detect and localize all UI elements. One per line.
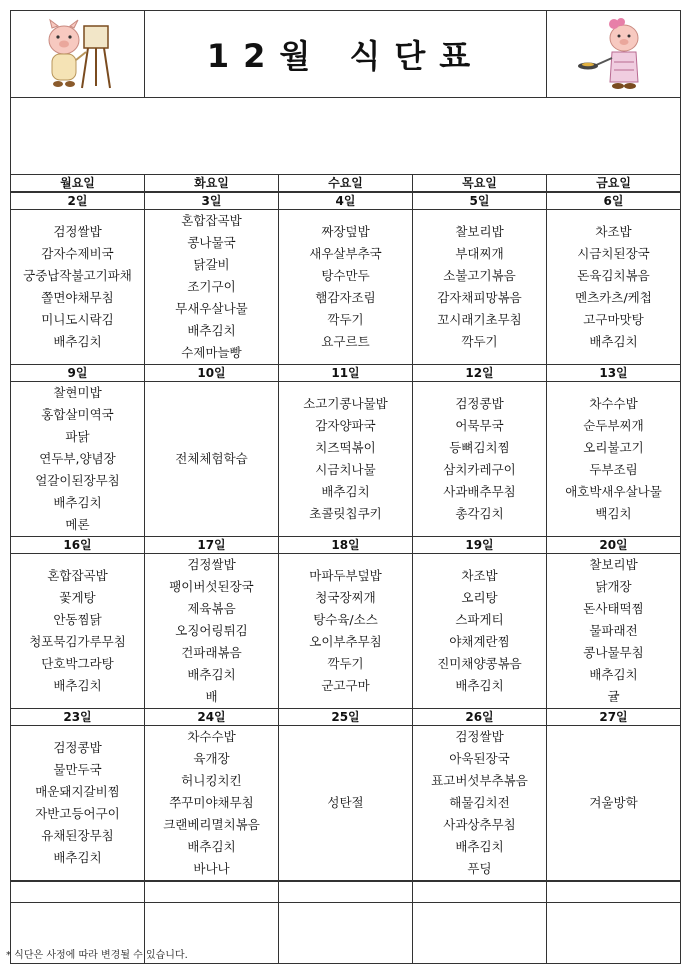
menu-list: [145, 554, 278, 708]
menu-item: 차조밥: [595, 224, 632, 239]
menu-item: 찰보리밥: [455, 224, 504, 239]
title-row: [11, 11, 681, 98]
date-cell: 2일: [11, 193, 145, 210]
menu-item: 검정쌀밥: [187, 557, 236, 572]
menu-item: 마파두부덮밥: [309, 568, 382, 583]
menu-item: 쭈꾸미야채무침: [169, 795, 254, 810]
menu-cell: [279, 382, 413, 537]
menu-item: 얼갈이된장무침: [35, 473, 120, 488]
menu-item: 두부조림: [589, 462, 638, 477]
weekday-header-row: [11, 175, 681, 192]
menu-item: 건파래볶음: [181, 645, 242, 660]
menu-list: [11, 565, 144, 697]
menu-item: 짜장덮밥: [321, 224, 370, 239]
menu-item: 제육볶음: [187, 601, 236, 616]
date-cell: 10일: [145, 365, 279, 382]
menu-item: 성탄절: [327, 795, 364, 810]
menu-item: 콩나물무침: [583, 645, 644, 660]
menu-item: 육개장: [193, 751, 230, 766]
menu-item: 배추김치: [321, 484, 370, 499]
date-cell: 18일: [279, 537, 413, 554]
date-cell: 20일: [547, 537, 681, 554]
weekday-header: 화요일: [145, 175, 279, 192]
menu-item: 바나나: [193, 861, 230, 876]
menu-cell: [547, 382, 681, 537]
date-row: [11, 709, 681, 726]
menu-item: 배추김치: [187, 323, 236, 338]
weekday-header: 목요일: [413, 175, 547, 192]
date-cell: 3일: [145, 193, 279, 210]
menu-cell: [547, 726, 681, 881]
date-cell: 6일: [547, 193, 681, 210]
date-cell: 11일: [279, 365, 413, 382]
menu-list: [413, 565, 546, 697]
chef-pig-cell: [547, 11, 681, 98]
menu-item: 차조밥: [461, 568, 498, 583]
menu-item: 소불고기볶음: [443, 268, 516, 283]
menu-item: 사과배추무침: [443, 484, 516, 499]
weekday-header: 월요일: [11, 175, 145, 192]
blank-row: [11, 98, 681, 175]
menu-item: 오이부추무침: [309, 634, 382, 649]
menu-cell: [11, 554, 145, 709]
menu-item: 진미채양콩볶음: [437, 656, 522, 671]
menu-item: 단호박그라탕: [41, 656, 114, 671]
menu-item: 유채된장무침: [41, 828, 114, 843]
menu-item: 꽃게탕: [59, 590, 96, 605]
menu-item: 야채계란찜: [449, 634, 510, 649]
menu-item: 감자채피망볶음: [437, 290, 522, 305]
menu-item: 등뼈김치찜: [449, 440, 510, 455]
menu-item: 검정콩밥: [53, 740, 102, 755]
menu-item: 미니도시락김: [41, 312, 114, 327]
empty-cell: [279, 903, 413, 964]
date-cell: 13일: [547, 365, 681, 382]
menu-item: 차수수밥: [589, 396, 638, 411]
menu-item: 배추김치: [53, 334, 102, 349]
menu-item: 소고기콩나물밥: [303, 396, 388, 411]
date-cell: 12일: [413, 365, 547, 382]
menu-item: 물파래전: [589, 623, 638, 638]
menu-item: 검정쌀밥: [53, 224, 102, 239]
menu-cell: [11, 726, 145, 881]
menu-item: 깍두기: [461, 334, 498, 349]
menu-item: 사과상추무침: [443, 817, 516, 832]
menu-item: 전체체험학습: [175, 451, 248, 466]
menu-cell: [145, 382, 279, 537]
date-cell: 5일: [413, 193, 547, 210]
chef-pig-icon: [574, 16, 654, 92]
menu-cell: [547, 210, 681, 365]
menu-item: 백김치: [595, 506, 632, 521]
menu-item: 팽이버섯된장국: [169, 579, 254, 594]
menu-item: 햄감자조림: [315, 290, 376, 305]
menu-list: [547, 792, 680, 814]
menu-item: 부대찌개: [455, 246, 504, 261]
menu-item: 연두부,양념장: [39, 451, 116, 466]
menu-list: [11, 221, 144, 353]
menu-list: [279, 565, 412, 697]
menu-item: 어묵무국: [455, 418, 504, 433]
title-cell: [145, 11, 547, 98]
menu-cell: [279, 210, 413, 365]
menu-list: [413, 221, 546, 353]
menu-row: [11, 382, 681, 537]
menu-cell: [413, 554, 547, 709]
menu-item: 혼합잡곡밥: [47, 568, 108, 583]
menu-item: 찰보리밥: [589, 557, 638, 572]
menu-item: 표고버섯부추볶음: [431, 773, 528, 788]
menu-item: 새우살부추국: [309, 246, 382, 261]
empty-cell: [11, 882, 145, 903]
menu-item: 감자수제비국: [41, 246, 114, 261]
weekday-header: 금요일: [547, 175, 681, 192]
menu-item: 귤: [607, 689, 620, 704]
menu-row: [11, 554, 681, 709]
menu-cell: [413, 726, 547, 881]
menu-item: 깍두기: [327, 656, 364, 671]
menu-item: 멘츠카츠/케첩: [575, 290, 652, 305]
menu-item: 혼합잡곡밥: [181, 213, 242, 228]
menu-list: [145, 448, 278, 470]
menu-table: [10, 10, 681, 192]
painter-pig-icon: [38, 16, 118, 92]
footnote: * 식단은 사정에 따라 변경될 수 있습니다.: [6, 950, 188, 961]
menu-item: 애호박새우살나물: [565, 484, 662, 499]
empty-cell: [279, 882, 413, 903]
menu-item: 고구마맛탕: [583, 312, 644, 327]
date-cell: 17일: [145, 537, 279, 554]
menu-item: 물만두국: [53, 762, 102, 777]
menu-cell: [145, 210, 279, 365]
menu-item: 군고구마: [321, 678, 370, 693]
weekday-header: 수요일: [279, 175, 413, 192]
menu-list: [279, 792, 412, 814]
menu-item: 닭갈비: [193, 257, 230, 272]
date-cell: 4일: [279, 193, 413, 210]
menu-item: 배추김치: [589, 667, 638, 682]
menu-item: 조기구이: [187, 279, 236, 294]
menu-item: 청국장찌개: [315, 590, 376, 605]
menu-item: 검정쌀밥: [455, 729, 504, 744]
menu-cell: [11, 210, 145, 365]
menu-list: [11, 737, 144, 869]
menu-list: [547, 393, 680, 525]
page-title: 12월 식단표: [206, 37, 485, 75]
menu-item: 수제마늘빵: [181, 345, 242, 360]
date-row: [11, 537, 681, 554]
empty-cell: [547, 882, 681, 903]
menu-item: 겨울방학: [589, 795, 638, 810]
menu-cell: [413, 382, 547, 537]
menu-item: 오징어링튀김: [175, 623, 248, 638]
menu-item: 배추김치: [455, 839, 504, 854]
menu-cell: [279, 726, 413, 881]
menu-item: 무새우살나물: [175, 301, 248, 316]
menu-item: 푸딩: [467, 861, 492, 876]
menu-item: 깍두기: [327, 312, 364, 327]
blank-cell: [11, 98, 681, 175]
menu-item: 총각김치: [455, 506, 504, 521]
menu-row: [11, 726, 681, 881]
menu-item: 배추김치: [187, 839, 236, 854]
menu-item: 검정콩밥: [455, 396, 504, 411]
menu-list: [547, 221, 680, 353]
menu-item: 꼬시래기초무침: [437, 312, 522, 327]
menu-list: [11, 382, 144, 536]
menu-item: 안동찜닭: [53, 612, 102, 627]
menu-item: 배추김치: [53, 678, 102, 693]
date-row: [11, 193, 681, 210]
menu-item: 허니킹치킨: [181, 773, 242, 788]
menu-item: 메론: [65, 517, 90, 532]
menu-cell: [413, 210, 547, 365]
menu-item: 배추김치: [53, 850, 102, 865]
menu-cell: [145, 726, 279, 881]
empty-cell: [413, 903, 547, 964]
date-cell: 16일: [11, 537, 145, 554]
menu-item: 해물김치전: [449, 795, 510, 810]
menu-item: 시금치나물: [315, 462, 376, 477]
date-cell: 19일: [413, 537, 547, 554]
menu-item: 아욱된장국: [449, 751, 510, 766]
empty-cell: [145, 882, 279, 903]
menu-cell: [11, 382, 145, 537]
menu-item: 파닭: [65, 429, 90, 444]
menu-item: 순두부찌개: [583, 418, 644, 433]
menu-item: 차수수밥: [187, 729, 236, 744]
menu-item: 크랜베리멸치볶음: [163, 817, 260, 832]
menu-item: 요구르트: [321, 334, 370, 349]
menu-item: 초콜릿칩쿠키: [309, 506, 382, 521]
menu-item: 궁중납작불고기파채: [23, 268, 132, 283]
menu-sheet: [10, 10, 680, 964]
menu-item: 청포묵김가루무침: [29, 634, 126, 649]
menu-item: 닭개장: [595, 579, 632, 594]
empty-row: [11, 882, 681, 903]
menu-row: [11, 210, 681, 365]
menu-cell: [145, 554, 279, 709]
menu-item: 오리불고기: [583, 440, 644, 455]
date-cell: 26일: [413, 709, 547, 726]
menu-list: [145, 210, 278, 364]
menu-item: 찰현미밥: [53, 385, 102, 400]
menu-item: 시금치된장국: [577, 246, 650, 261]
menu-item: 배: [205, 689, 218, 704]
menu-item: 홍합살미역국: [41, 407, 114, 422]
weeks-table: [10, 192, 681, 881]
menu-list: [547, 554, 680, 708]
menu-item: 배추김치: [53, 495, 102, 510]
menu-list: [413, 726, 546, 880]
menu-item: 자반고등어구이: [35, 806, 120, 821]
date-cell: 24일: [145, 709, 279, 726]
menu-list: [279, 221, 412, 353]
date-row: [11, 365, 681, 382]
menu-item: 돈육김치볶음: [577, 268, 650, 283]
menu-list: [413, 393, 546, 525]
menu-item: 돈사태떡찜: [583, 601, 644, 616]
menu-item: 스파게티: [455, 612, 504, 627]
menu-item: 쫄면야채무침: [41, 290, 114, 305]
menu-item: 오리탕: [461, 590, 498, 605]
menu-item: 배추김치: [589, 334, 638, 349]
menu-item: 탕수만두: [321, 268, 370, 283]
menu-list: [145, 726, 278, 880]
menu-item: 탕수육/소스: [313, 612, 378, 627]
menu-cell: [547, 554, 681, 709]
painter-pig-cell: [11, 11, 145, 98]
date-cell: 25일: [279, 709, 413, 726]
menu-item: 치즈떡볶이: [315, 440, 376, 455]
date-cell: 27일: [547, 709, 681, 726]
menu-item: 배추김치: [455, 678, 504, 693]
menu-item: 감자양파국: [315, 418, 376, 433]
menu-list: [279, 393, 412, 525]
empty-cell: [547, 903, 681, 964]
empty-cell: [413, 882, 547, 903]
date-cell: 23일: [11, 709, 145, 726]
menu-item: 배추김치: [187, 667, 236, 682]
date-cell: 9일: [11, 365, 145, 382]
menu-item: 삼치카레구이: [443, 462, 516, 477]
menu-item: 매운돼지갈비찜: [35, 784, 120, 799]
menu-cell: [279, 554, 413, 709]
menu-item: 콩나물국: [187, 235, 236, 250]
